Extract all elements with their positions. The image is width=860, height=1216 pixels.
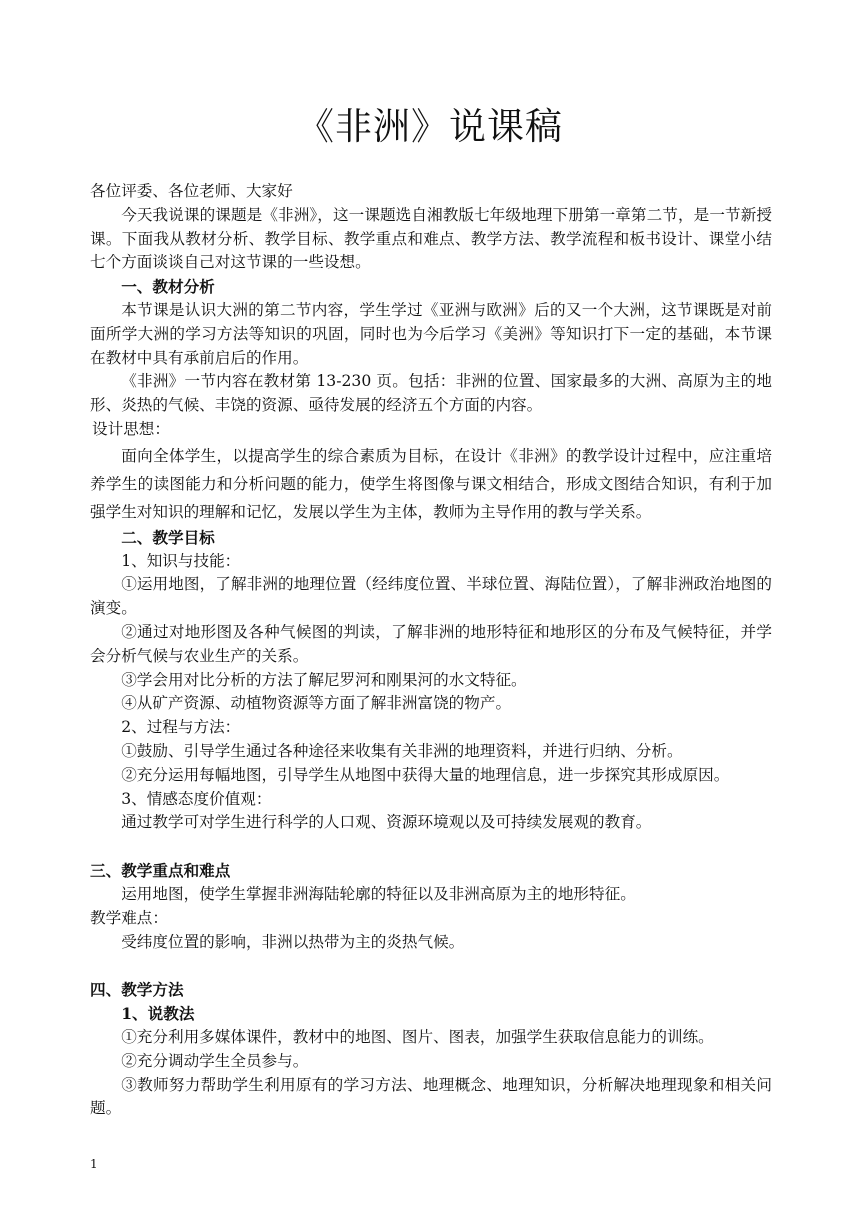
difficulty-label: 教学难点： — [90, 908, 168, 927]
method-item-1: ①充分利用多媒体课件，教材中的地图、图片、图表，加强学生获取信息能力的训练。 — [121, 1027, 714, 1046]
design-thinking-paragraph: 面向全体学生，以提高学生的综合素质为目标，在设计《非洲》的教学设计过程中，应注重培养学生的读图能力和分析问题的能力，使学生将图像与课文相结合，形成文图结合知识，有利于加强学生对知识的理解和记忆，发展以学生为主体，教师为主导作用的教与学关系。 — [90, 446, 772, 521]
textbook-analysis-paragraph-2: 《非洲》一节内容在教材第 13-230 页。包括：非洲的位置、国家最多的大洲、高原为主的地形、炎热的气候、丰饶的资源、亟待发展的经济五个方面的内容。 — [90, 372, 772, 415]
textbook-analysis-paragraph-1: 本节课是认识大洲的第二节内容，学生学过《亚洲与欧洲》后的又一个大洲，这节课既是对前面所学大洲的学习方法等知识的巩固，同时也为今后学习《美洲》等知识打下一定的基础，本节课在教材中具有承前启后的作用。 — [90, 300, 772, 367]
greeting: 各位评委、各位老师、大家好 — [90, 182, 293, 200]
spacer — [90, 954, 772, 978]
objective-subheading-attitude: 3、情感态度价值观： — [121, 789, 272, 808]
section-heading-teaching-methods: 四、教学方法 — [90, 980, 184, 1000]
difficulty-text: 受纬度位置的影响，非洲以热带为主的炎热气候。 — [121, 932, 465, 951]
objective-subheading-knowledge: 1、知识与技能： — [121, 551, 241, 570]
process-item-2: ②充分运用每幅地图，引导学生从地图中获得大量的地理信息，进一步探究其形成原因。 — [121, 765, 730, 784]
knowledge-item-4: ④从矿产资源、动植物资源等方面了解非洲富饶的物产。 — [121, 694, 512, 713]
section-heading-teaching-objectives: 二、教学目标 — [121, 527, 215, 547]
key-point-text: 运用地图，使学生掌握非洲海陆轮廓的特征以及非洲高原为主的地形特征。 — [121, 884, 636, 903]
objective-subheading-process: 2、过程与方法： — [121, 718, 241, 737]
intro-paragraph: 今天我说课的课题是《非洲》，这一课题选自湘教版七年级地理下册第一章第二节，是一节新授课。下面我从教材分析、教学目标、教学重点和难点、教学方法、教学流程和板书设计、课堂小结七个方面谈谈自己对这节课的一些设想。 — [90, 205, 772, 272]
page-title: 《非洲》说课稿 — [297, 105, 563, 148]
knowledge-item-2: ②通过对地形图及各种气候图的判读，了解非洲的地形特征和地形区的分布及气候特征，并学会分析气候与农业生产的关系。 — [90, 622, 772, 665]
spacer — [90, 835, 772, 859]
method-subheading-teaching: 1、说教法 — [121, 1004, 195, 1024]
method-item-2: ②充分调动学生全员参与。 — [121, 1051, 309, 1070]
process-item-1: ①鼓励、引导学生通过各种途径来收集有关非洲的地理资料，并进行归纳、分析。 — [121, 741, 683, 760]
knowledge-item-1: ①运用地图，了解非洲的地理位置（经纬度位置、半球位置、海陆位置），了解非洲政治地图的演变。 — [90, 575, 772, 618]
section-heading-key-points: 三、教学重点和难点 — [90, 861, 231, 881]
method-item-3: ③教师努力帮助学生利用原有的学习方法、地理概念、地理知识，分析解决地理现象和相关问题。 — [90, 1075, 772, 1118]
design-thinking-label: 设计思想： — [92, 419, 170, 438]
document-body — [90, 180, 772, 1121]
attitude-item-1: 通过教学可对学生进行科学的人口观、资源环境观以及可持续发展观的教育。 — [121, 813, 652, 832]
page-number: 1 — [90, 1157, 98, 1171]
section-heading-textbook-analysis: 一、教材分析 — [121, 277, 215, 297]
knowledge-item-3: ③学会用对比分析的方法了解尼罗河和刚果河的水文特征。 — [121, 670, 527, 689]
